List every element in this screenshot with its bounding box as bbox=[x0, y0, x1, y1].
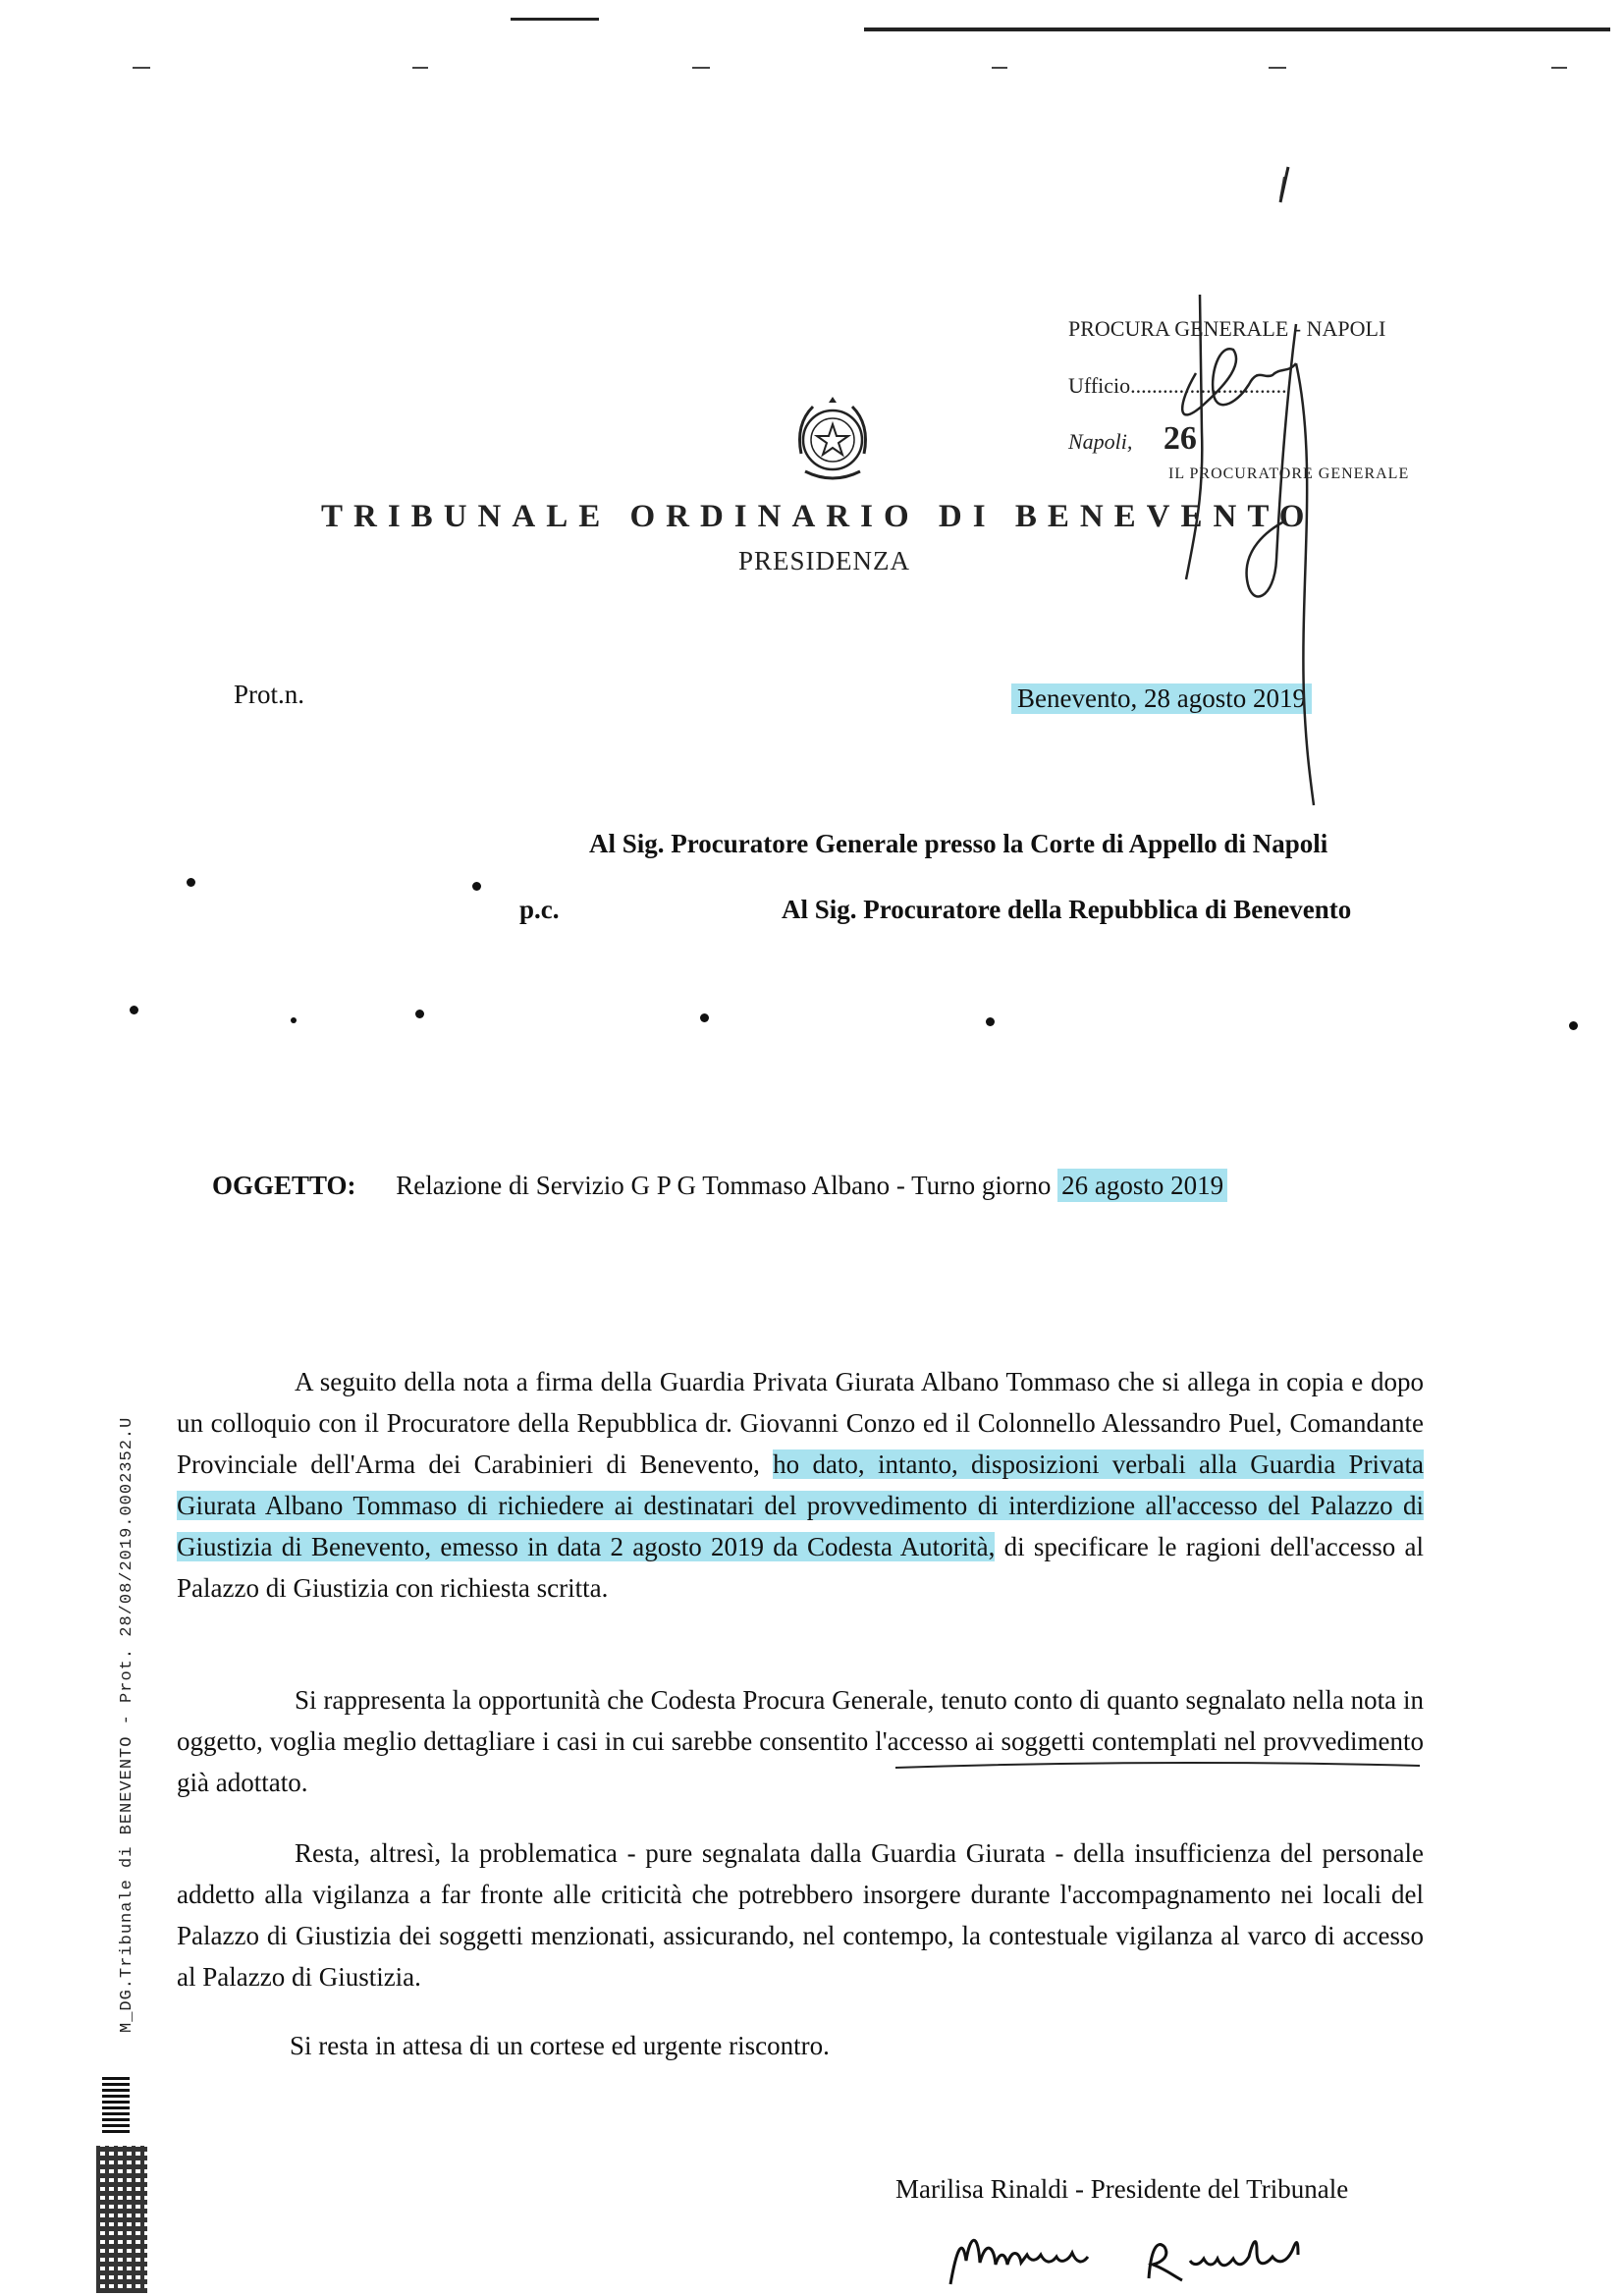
scan-dot bbox=[187, 878, 195, 887]
paragraph-3: Resta, altresì, la problematica - pure segnalata dalla Guardia Giurata - della insufficienza del personale addetto alla vigilanza a far fronte alle criticità che potrebbero insorgere durante l'accompagnamento nei locali del Palazzo di Giustizia dei soggetti menzionati, assicurando, nel contempo, la contestuale vigilanza al varco di accesso al Palazzo di Giustizia. bbox=[177, 1838, 1424, 1992]
scan-mark bbox=[992, 67, 1007, 69]
paragraph-2: Si rappresenta la opportunità che Codesta Procura Generale, tenuto conto di quanto segnalato nella nota in oggetto, voglia meglio dettagliare i casi in cui sarebbe consentito l'accesso ai soggetti contemplati nel provvedimento già adottato. bbox=[177, 1685, 1424, 1797]
scan-dot bbox=[291, 1017, 297, 1023]
handwritten-initials bbox=[1149, 285, 1384, 815]
scan-dot bbox=[700, 1013, 709, 1022]
stamp-line-3: Napoli, 26 bbox=[1068, 420, 1197, 457]
addressee-primary: Al Sig. Procuratore Generale presso la Corte di Appello di Napoli bbox=[589, 829, 1328, 858]
republic-emblem-icon bbox=[791, 395, 874, 489]
protocol-label: Prot.n. bbox=[234, 680, 305, 709]
stamp-line-2: Ufficio............................. bbox=[1068, 373, 1287, 398]
place-date: Benevento, 28 agosto 2019 bbox=[1011, 683, 1312, 714]
subject-line bbox=[212, 1173, 1227, 1199]
highlighted-passage: ho dato, intanto, disposizioni verbali alla Guardia Privata Giurata Albano Tommaso di richiedere ai destinatari del provvedimento di interdizione all'accesso del Palazzo di Giustizia di Benevento, emesso in data 2 agosto 2019 da Codesta Autorità, bbox=[177, 1449, 1424, 1561]
addressee-cc: Al Sig. Procuratore della Repubblica di Benevento bbox=[782, 895, 1352, 924]
barcode bbox=[102, 2077, 130, 2136]
side-protocol-code: M_DG.Tribunale di BENEVENTO - Prot. 28/08/2019.0002352.U bbox=[118, 1416, 136, 2033]
stamp-line-1: PROCURA GENERALE - NAPOLI bbox=[1068, 316, 1386, 341]
scan-mark bbox=[1269, 67, 1286, 69]
handwritten-signature bbox=[943, 2221, 1365, 2292]
paragraph-4: Si resta in attesa di un cortese ed urgente riscontro. bbox=[290, 2031, 830, 2060]
scan-dot bbox=[130, 1006, 138, 1014]
cc-label: p.c. bbox=[519, 895, 560, 924]
scan-mark bbox=[511, 18, 599, 21]
scan-mark bbox=[692, 67, 710, 69]
scan-dot bbox=[986, 1017, 995, 1026]
scan-mark bbox=[864, 27, 1610, 31]
stamp-line-4: IL PROCURATORE GENERALE bbox=[1168, 465, 1410, 482]
scan-mark bbox=[1279, 177, 1286, 198]
scan-dot bbox=[415, 1010, 424, 1018]
subject-text: Relazione di Servizio G P G Tommaso Albano - Turno giorno bbox=[396, 1171, 1058, 1200]
subject-label: OGGETTO: bbox=[212, 1171, 356, 1200]
signatory: Marilisa Rinaldi - Presidente del Tribunale bbox=[895, 2174, 1349, 2204]
qr-code bbox=[96, 2146, 147, 2293]
paragraph-1: A seguito della nota a firma della Guardia Privata Giurata Albano Tommaso che si allega in copia e dopo un colloquio con il Procuratore della Repubblica dr. Giovanni Conzo ed il Colonnello Alessandro Puel, Comandante Provinciale dell'Arma dei Carabinieri di Benevento, ho dato, intanto, disposizioni verbali alla Guardia Privata Giurata Albano Tommaso di richiedere ai destinatari del provvedimento di interdizione all'accesso del Palazzo di Giustizia di Benevento, emesso in data 2 agosto 2019 da Codesta Autorità, di specificare le ragioni dell'accesso al Palazzo di Giustizia con richiesta scritta. bbox=[177, 1367, 1424, 1603]
scan-mark bbox=[412, 67, 428, 69]
office-name: PRESIDENZA bbox=[738, 546, 911, 575]
scan-dot bbox=[472, 882, 481, 891]
subject-date: 26 agosto 2019 bbox=[1057, 1169, 1227, 1202]
scan-mark bbox=[133, 67, 150, 69]
scan-mark bbox=[1551, 67, 1567, 69]
scan-dot bbox=[1569, 1021, 1578, 1030]
court-name: TRIBUNALE ORDINARIO DI BENEVENTO bbox=[321, 499, 1316, 534]
